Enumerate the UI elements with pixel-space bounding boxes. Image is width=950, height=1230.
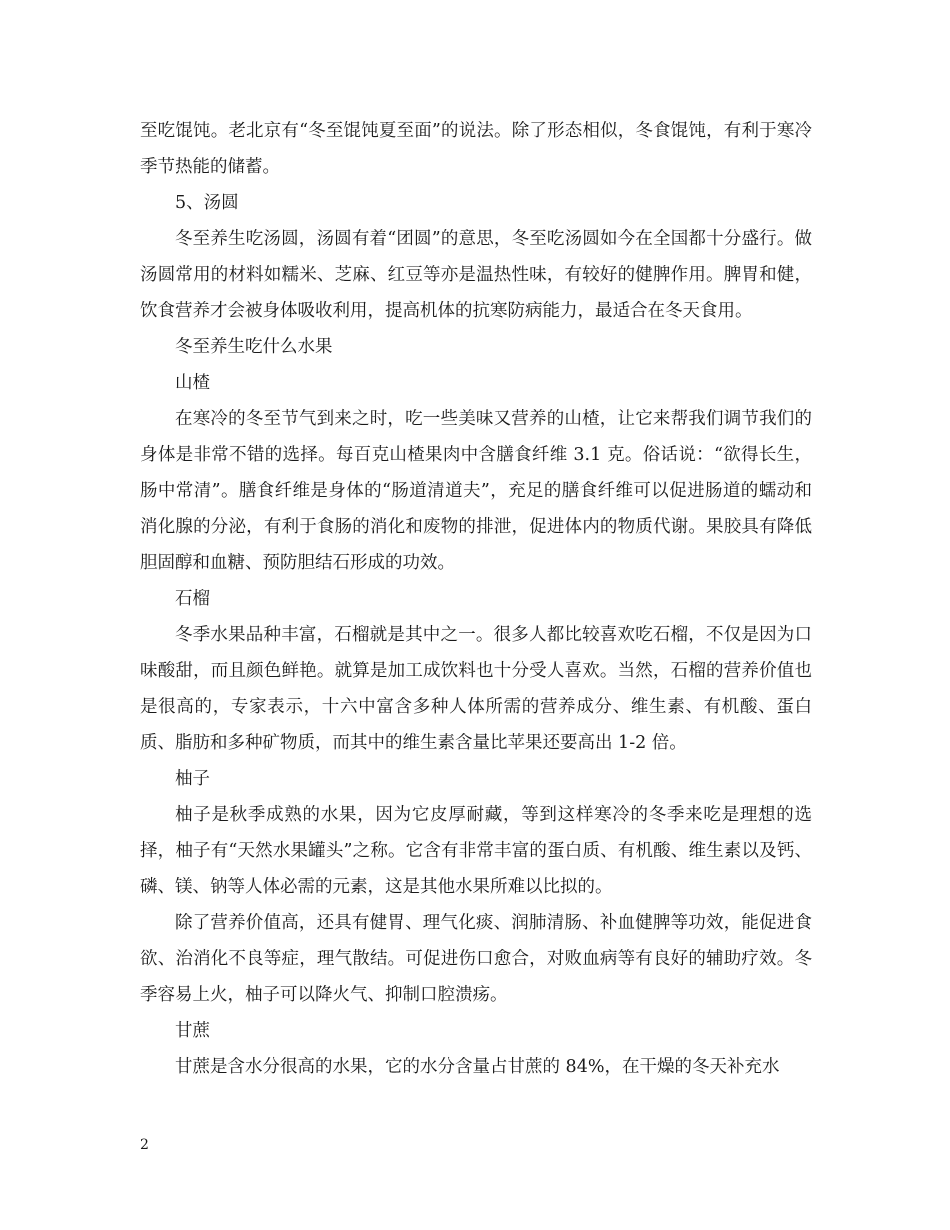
- heading-pomegranate: 石榴: [175, 589, 210, 609]
- heading-tangyuan: 5、汤圆: [175, 193, 239, 213]
- paragraph-tangyuan: 冬至养生吃汤圆，汤圆有着“团圆”的意思，冬至吃汤圆如今在全国都十分盛行。做汤圆常用的材料如糯米、芝麻、红豆等亦是温热性味，有较好的健脾作用。脾胃和健，饮食营养才会被身体吸收利用，提高机体的抗寒防病能力，最适合在冬天食用。: [140, 229, 812, 321]
- paragraph-pomelo-2: 除了营养价值高，还具有健胃、理气化痰、润肺清肠、补血健脾等功效，能促进食欲、治消化不良等症，理气散结。可促进伤口愈合，对败血病等有良好的辅助疗效。冬季容易上火，柚子可以降火气、抑制口腔溃疡。: [140, 913, 812, 1005]
- paragraph-huntun-continued: 至吃馄饨。老北京有“冬至馄饨夏至面”的说法。除了形态相似，冬食馄饨，有利于寒冷季节热能的储蓄。: [140, 121, 812, 177]
- paragraph-pomegranate: 冬季水果品种丰富，石榴就是其中之一。很多人都比较喜欢吃石榴，不仅是因为口味酸甜，而且颜色鲜艳。就算是加工成饮料也十分受人喜欢。当然，石榴的营养价值也是很高的，专家表示，十六中富含多种人体所需的营养成分、维生素、有机酸、蛋白质、脂肪和多种矿物质，而其中的维生素含量比苹果还要高出 1-2 倍。: [140, 625, 812, 753]
- paragraph-pomelo-1: 柚子是秋季成熟的水果，因为它皮厚耐藏，等到这样寒冷的冬季来吃是理想的选择，柚子有“天然水果罐头”之称。它含有非常丰富的蛋白质、有机酸、维生素以及钙、磷、镁、钠等人体必需的元素，这是其他水果所难以比拟的。: [140, 805, 812, 897]
- heading-sugarcane: 甘蔗: [175, 1021, 210, 1041]
- heading-hawthorn: 山楂: [175, 373, 210, 393]
- paragraph-sugarcane: 甘蔗是含水分很高的水果，它的水分含量占甘蔗的 84%，在干燥的冬天补充水: [175, 1057, 780, 1077]
- body-text: [140, 113, 812, 1085]
- heading-fruits: 冬至养生吃什么水果: [175, 337, 333, 357]
- heading-pomelo: 柚子: [175, 769, 210, 789]
- page-number: 2: [140, 1137, 149, 1153]
- paragraph-hawthorn: 在寒冷的冬至节气到来之时，吃一些美味又营养的山楂，让它来帮我们调节我们的身体是非常不错的选择。每百克山楂果肉中含膳食纤维 3.1 克。俗话说：“欲得长生，肠中常清”。膳食纤维是身体的“肠道清道夫”，充足的膳食纤维可以促进肠道的蠕动和消化腺的分泌，有利于食肠的消化和废物的排泄，促进体内的物质代谢。果胶具有降低胆固醇和血糖、预防胆结石形成的功效。: [140, 409, 812, 573]
